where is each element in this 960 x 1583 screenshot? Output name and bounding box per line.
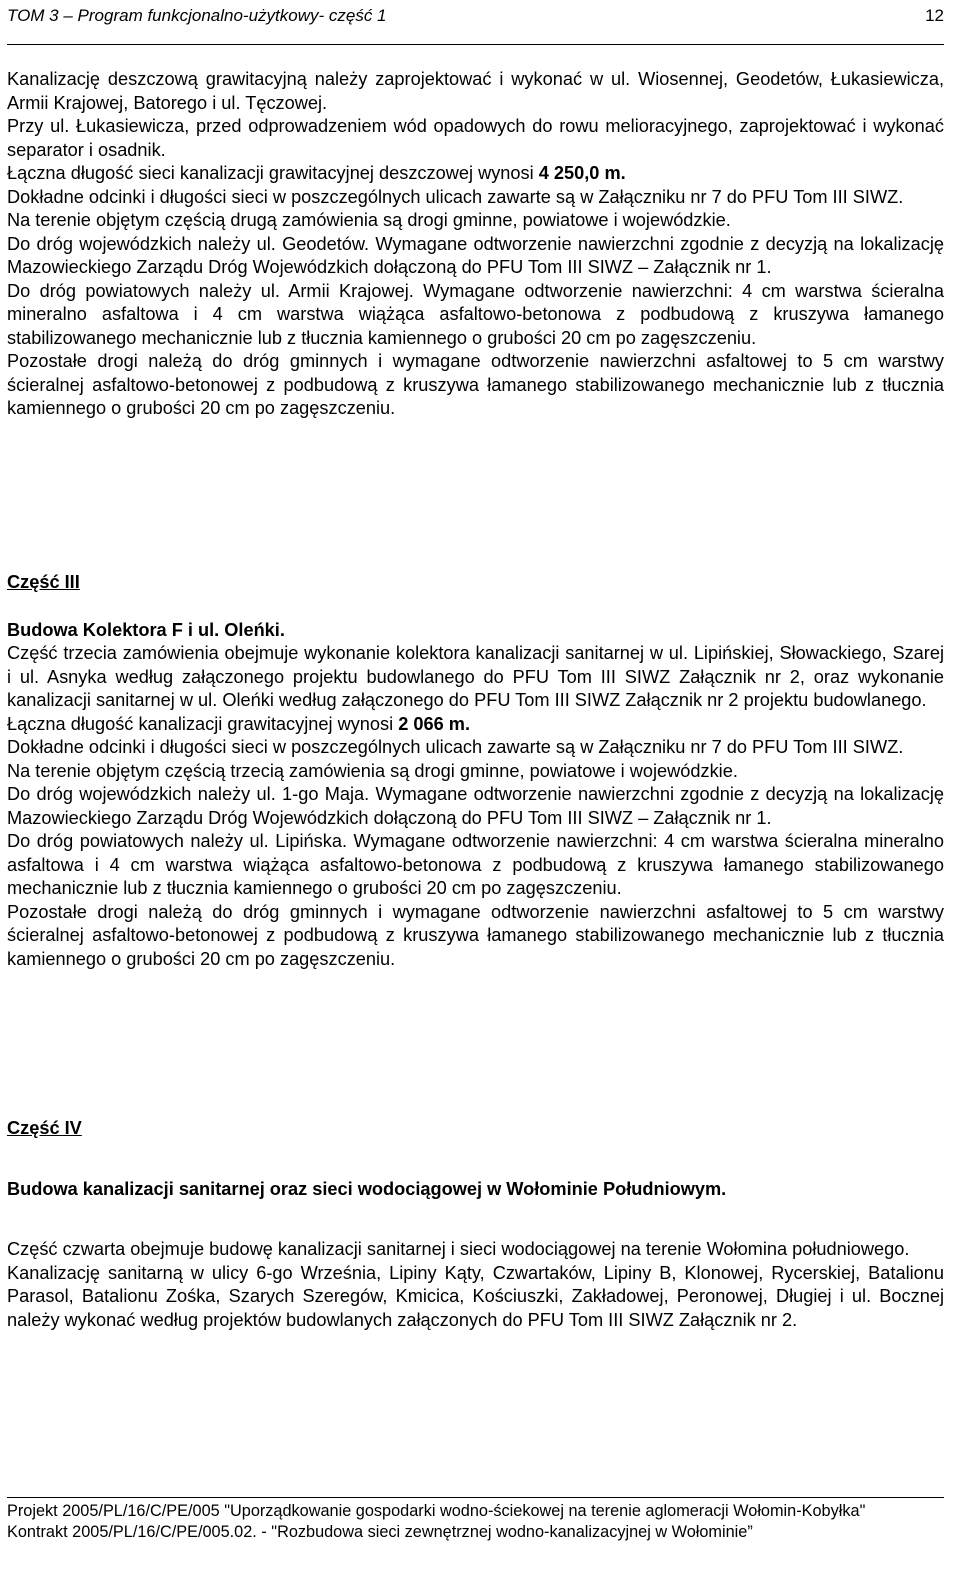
paragraph: Do dróg wojewódzkich należy ul. 1-go Maja. Wymagane odtworzenie nawierzchni zgodnie z decyzją na lokalizację Mazowieckiego Zarządu Dróg Wojewódzkich dołączoną do PFU Tom III SIWZ – Załącznik nr 1. xyxy=(7,784,944,828)
paragraph: Dokładne odcinki i długości sieci w poszczególnych ulicach zawarte są w Załączniku nr 7 do PFU Tom III SIWZ. xyxy=(7,737,904,757)
paragraph: Dokładne odcinki i długości sieci w poszczególnych ulicach zawarte są w Załączniku nr 7 do PFU Tom III SIWZ. xyxy=(7,186,904,207)
part3-heading: Część III xyxy=(7,572,80,592)
footer-project: Projekt 2005/PL/16/C/PE/005 "Uporządkowanie gospodarki wodno-ściekowej na terenie aglomeracji Wołomin-Kobyłka" xyxy=(7,1502,866,1520)
paragraph: Część czwarta obejmuje budowę kanalizacji sanitarnej i sieci wodociągowej na terenie Wołomina południowego. xyxy=(7,1239,910,1259)
paragraph: Część trzecia zamówienia obejmuje wykonanie kolektora kanalizacji sanitarnej w ul. Lipińskiej, Słowackiego, Szarej i ul. Asnyka według załączonego projektu budowlanego do PFU Tom III SIWZ Załącznik nr 2, oraz wykonanie kanalizacji sanitarnej w ul. Oleńki według załączonego do PFU Tom III SIWZ Załącznik nr 2 projektu budowlanego. xyxy=(7,643,944,710)
footer-contract: Kontrakt 2005/PL/16/C/PE/005.02. - "Rozbudowa sieci zewnętrznej wodno-kanalizacyjnej w Wołominie” xyxy=(7,1522,753,1541)
paragraph: Do dróg powiatowych należy ul. Armii Krajowej. Wymagane odtworzenie nawierzchni: 4 cm warstwa ścieralna mineralno asfaltowa i 4 cm warstwa wiążąca asfaltowo-betonowa z podbudową z kruszywa łamanego stabilizowanego mechanicznie lub z tłucznia kamiennego o grubości 20 cm po zagęszczeniu. xyxy=(7,280,944,348)
page-header xyxy=(7,0,944,45)
paragraph-text: Łączna długość kanalizacji grawitacyjnej wynosi xyxy=(7,713,399,734)
header-title: TOM 3 – Program funkcjonalno-użytkowy- część 1 xyxy=(7,6,387,25)
document-page xyxy=(7,0,944,1541)
paragraph: Pozostałe drogi należą do dróg gminnych i wymagane odtworzenie nawierzchni asfaltowej to 5 cm warstwy ścieralnej asfaltowo-betonowej z podbudową z kruszywa łamanego stabilizowanego mechanicznie lub z tłucznia kamiennego o grubości 20 cm po zagęszczeniu. xyxy=(7,901,944,969)
page-number: 12 xyxy=(925,6,944,25)
paragraph: Przy ul. Łukasiewicza, przed odprowadzeniem wód opadowych do rowu melioracyjnego, zaprojektować i wykonać separator i osadnik. xyxy=(7,116,944,160)
paragraph: Kanalizację sanitarną w ulicy 6-go Września, Lipiny Kąty, Czwartaków, Lipiny B, Klonowej, Rycerskiej, Batalionu Parasol, Batalionu Zośka, Szarych Szeregów, Kmicica, Kościuszki, Zakładowej, Peronowej, Długiej i ul. Bocznej należy wykonać według projektów budowlanych załączonych do PFU Tom III SIWZ Załącznik nr 2. xyxy=(7,1262,944,1330)
paragraph: Pozostałe drogi należą do dróg gminnych i wymagane odtworzenie nawierzchni asfaltowej to 5 cm warstwy ścieralnej asfaltowo-betonowej z podbudową z kruszywa łamanego stabilizowanego mechanicznie lub z tłucznia kamiennego o grubości 20 cm po zagęszczeniu. xyxy=(7,351,944,418)
paragraph-text: Łączna długość sieci kanalizacji grawitacyjnej deszczowej wynosi xyxy=(7,163,539,183)
section-heading xyxy=(7,1117,944,1141)
paragraph: Do dróg wojewódzkich należy ul. Geodetów. Wymagane odtworzenie nawierzchni zgodnie z decyzją na lokalizację Mazowieckiego Zarządu Dróg Wojewódzkich dołączoną do PFU Tom III SIWZ – Załącznik nr 1. xyxy=(7,233,944,277)
part4-heading: Część IV xyxy=(7,1118,82,1138)
drainage-section xyxy=(7,68,944,421)
paragraph xyxy=(7,162,944,186)
section-subheading: Budowa kanalizacji sanitarnej oraz sieci wodociągowej w Wołominie Południowym. xyxy=(7,1178,727,1199)
paragraph: Kanalizację deszczową grawitacyjną należy zaprojektować i wykonać w ul. Wiosennej, Geodetów, Łukasiewicza, Armii Krajowej, Batorego i ul. Tęczowej. xyxy=(7,69,944,113)
paragraph xyxy=(7,713,944,737)
paragraph: Na terenie objętym częścią trzecią zamówienia są drogi gminne, powiatowe i wojewódzkie. xyxy=(7,760,738,781)
part3-section xyxy=(7,571,944,971)
section-subheading: Budowa Kolektora F i ul. Oleńki. xyxy=(7,619,285,640)
paragraph: Do dróg powiatowych należy ul. Lipińska. Wymagane odtworzenie nawierzchni: 4 cm warstwa ścieralna mineralno asfaltowa i 4 cm warstwa wiążąca asfaltowo-betonowa z podbudową z kruszywa łamanego stabilizowanego mechanicznie lub z tłucznia kamiennego o grubości 20 cm po zagęszczeniu. xyxy=(7,831,944,898)
length-value: 4 250,0 m. xyxy=(538,163,626,183)
length-value: 2 066 m. xyxy=(398,713,471,734)
part4-section xyxy=(7,1117,944,1332)
section-heading xyxy=(7,571,944,595)
paragraph: Na terenie objętym częścią drugą zamówienia są drogi gminne, powiatowe i wojewódzkie. xyxy=(7,210,731,230)
page-footer xyxy=(7,1497,944,1542)
